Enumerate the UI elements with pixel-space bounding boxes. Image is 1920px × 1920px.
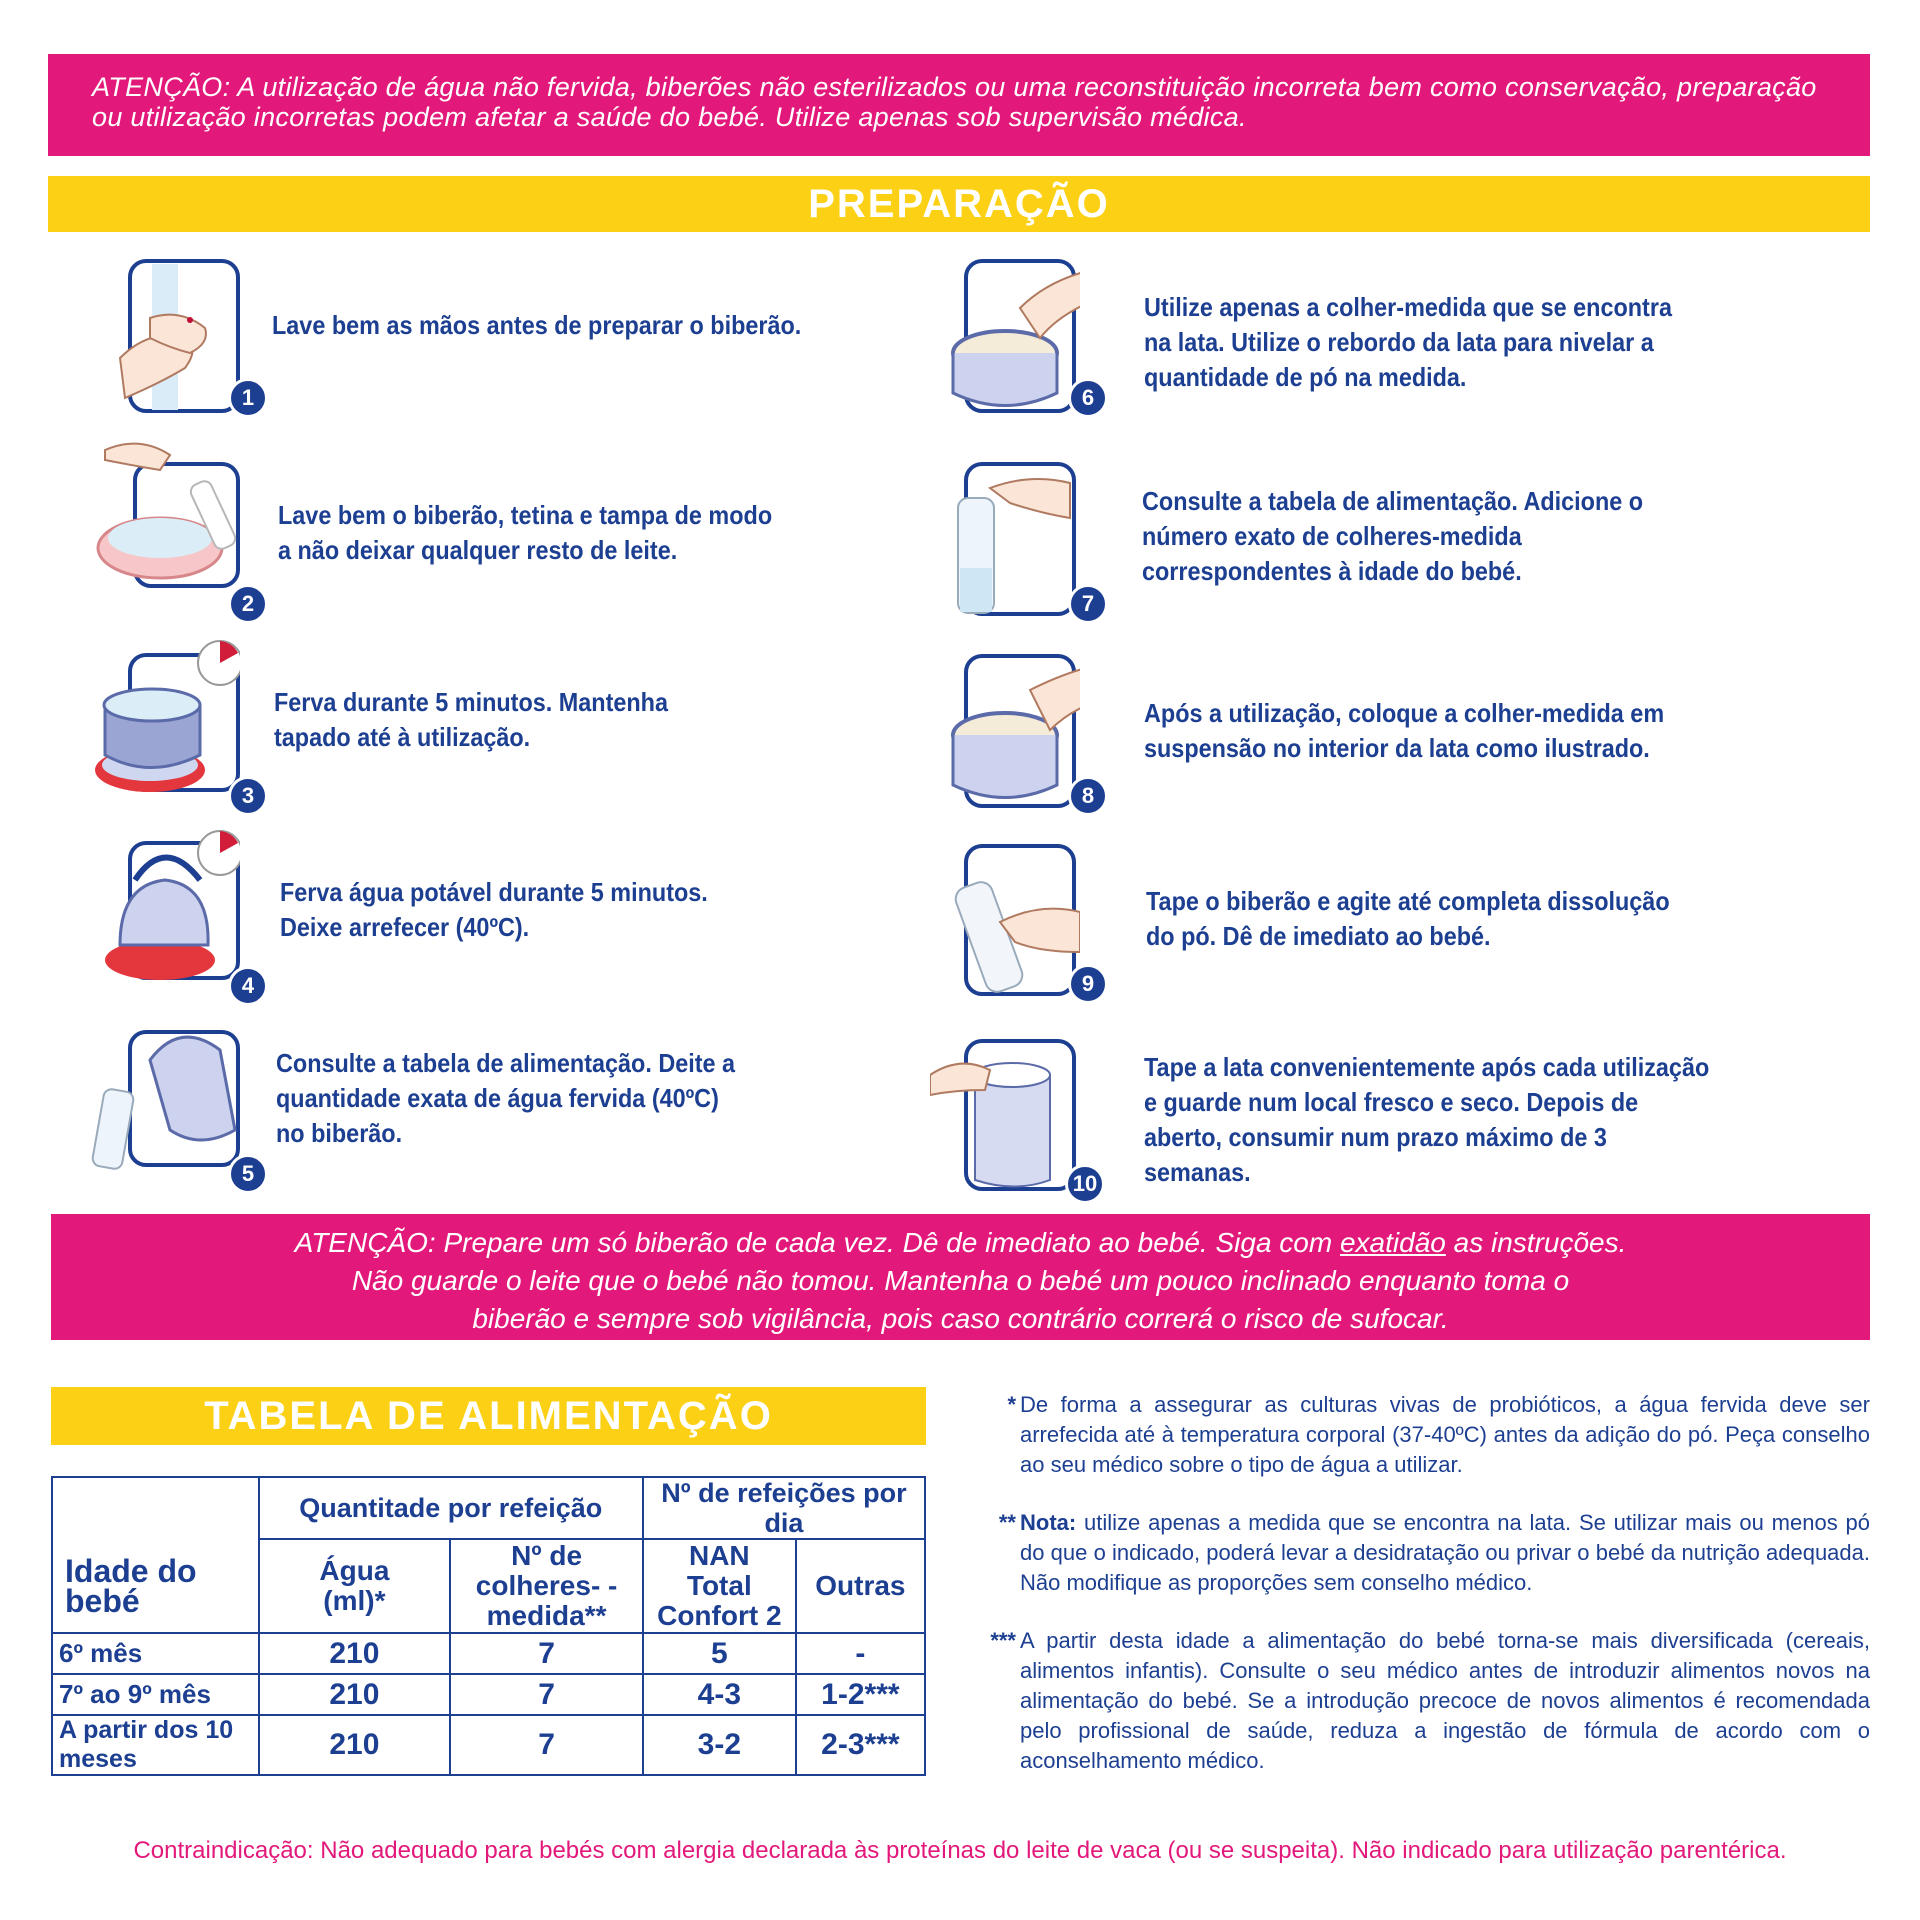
pouring-water-icon bbox=[90, 1010, 240, 1170]
table-row bbox=[52, 1633, 925, 1674]
warning-middle-line3: biberão e sempre sob vigilância, pois caso contrário correrá o risco de sufocar. bbox=[472, 1303, 1449, 1334]
age-cell: 6º mês bbox=[52, 1633, 259, 1674]
water-cell: 210 bbox=[259, 1674, 451, 1715]
others-cell: 2-3*** bbox=[796, 1715, 925, 1775]
footnote-mark: * bbox=[1007, 1392, 1016, 1417]
preparation-title: PREPARAÇÃO bbox=[48, 176, 1870, 232]
age-cell: 7º ao 9º mês bbox=[52, 1674, 259, 1715]
step-number-badge: 4 bbox=[228, 966, 268, 1006]
step-text: Tape a lata convenientemente após cada utilização e guarde num local fresco e seco. Depois de aberto, consumir num prazo máximo de 3 semanas. bbox=[1144, 1052, 1710, 1187]
footnote-bold-label: Nota: bbox=[1020, 1510, 1077, 1535]
column-header-water: Água (ml)* bbox=[259, 1539, 451, 1633]
step-text: Consulte a tabela de alimentação. Adicione o número exato de colheres-medida correspondentes à idade do bebé. bbox=[1142, 486, 1644, 586]
kettle-icon bbox=[90, 825, 240, 985]
feeding-table-title: TABELA DE ALIMENTAÇÃO bbox=[51, 1387, 926, 1445]
column-header-scoops: Nº de colheres- -medida** bbox=[450, 1539, 643, 1633]
footnote-mark: *** bbox=[990, 1628, 1016, 1653]
scoop-leveling-icon bbox=[930, 258, 1080, 418]
warning-middle bbox=[51, 1214, 1870, 1340]
step-number-badge: 9 bbox=[1068, 964, 1108, 1004]
step-number-badge: 5 bbox=[228, 1154, 268, 1194]
step-text: Utilize apenas a colher-medida que se encontra na lata. Utilize o rebordo da lata para nivelar a quantidade de pó na medida. bbox=[1144, 292, 1672, 392]
feeding-table bbox=[51, 1476, 926, 1776]
warning-middle-line1 bbox=[51, 1224, 1870, 1262]
step-number-badge: 1 bbox=[228, 378, 268, 418]
table-row bbox=[52, 1674, 925, 1715]
others-cell: 1-2*** bbox=[796, 1674, 925, 1715]
footnote-3 bbox=[980, 1626, 1870, 1776]
step-text: Tape o biberão e agite até completa dissolução do pó. Dê de imediato ao bebé. bbox=[1146, 886, 1670, 951]
step-text: Após a utilização, coloque a colher-medida em suspensão no interior da lata como ilustrado. bbox=[1144, 698, 1665, 763]
group-header-quantity: Quantitade por refeição bbox=[259, 1477, 643, 1539]
footnotes bbox=[980, 1390, 1870, 1804]
adding-powder-icon bbox=[930, 458, 1080, 618]
others-cell: - bbox=[796, 1633, 925, 1674]
step-text: Lave bem o biberão, tetina e tampa de modo a não deixar qualquer resto de leite. bbox=[278, 500, 773, 565]
step-number-badge: 8 bbox=[1068, 776, 1108, 816]
footnote-2 bbox=[980, 1508, 1870, 1598]
scoops-cell: 7 bbox=[450, 1674, 643, 1715]
nan-cell: 4-3 bbox=[643, 1674, 796, 1715]
warning-underlined-word: exatidão bbox=[1339, 1227, 1446, 1258]
step-text: Lave bem as mãos antes de preparar o biberão. bbox=[272, 310, 802, 340]
column-header-others: Outras bbox=[796, 1539, 925, 1633]
column-header-nan: NAN Total Confort 2 bbox=[643, 1539, 796, 1633]
warning-top bbox=[48, 54, 1870, 156]
footnote-mark: ** bbox=[998, 1510, 1016, 1535]
water-cell: 210 bbox=[259, 1633, 451, 1674]
footnote-1 bbox=[980, 1390, 1870, 1480]
scoops-cell: 7 bbox=[450, 1633, 643, 1674]
table-row bbox=[52, 1715, 925, 1775]
group-header-meals: Nº de refeições por dia bbox=[643, 1477, 925, 1539]
bottle-washing-icon bbox=[90, 430, 240, 590]
step-number-badge: 2 bbox=[228, 584, 268, 624]
scoop-storage-icon bbox=[930, 650, 1080, 810]
step-number-badge: 7 bbox=[1068, 584, 1108, 624]
step-text: Consulte a tabela de alimentação. Deite a quantidade exata de água fervida (40ºC) no biberão. bbox=[276, 1048, 736, 1148]
step-number-badge: 6 bbox=[1068, 378, 1108, 418]
nan-cell: 3-2 bbox=[643, 1715, 796, 1775]
shaking-bottle-icon bbox=[930, 842, 1080, 1002]
footnote-text: De forma a assegurar as culturas vivas de probióticos, a água fervida deve ser arrefecida até à temperatura corporal (37-40ºC) antes da adição do pó. Peça conselho ao seu médico sobre o tipo de água a utilizar. bbox=[1020, 1392, 1870, 1477]
closing-can-icon bbox=[930, 1035, 1080, 1195]
step-text: Ferva água potável durante 5 minutos. Deixe arrefecer (40ºC). bbox=[280, 877, 708, 942]
footnote-text: A partir desta idade a alimentação do bebé torna-se mais diversificada (cereais, alimentos infantis). Consulte o seu médico antes de introduzir alimentos novos na alimentação do bebé. Se a introdução precoce de novos alimentos é recomendada pelo profissional de saúde, reduza a ingestão de fórmula de acordo com o aconselhamento médico. bbox=[1020, 1628, 1870, 1773]
contraindication: Contraindicação: Não adequado para bebés com alergia declarada às proteínas do leite de vaca (ou se suspeita). Não indicado para utilização parentérica. bbox=[133, 1837, 1787, 1864]
step-text: Ferva durante 5 minutos. Mantenha tapado até à utilização. bbox=[274, 687, 668, 752]
table-corner-cell bbox=[52, 1477, 259, 1539]
pot-boiling-icon bbox=[90, 635, 240, 795]
warning-middle-line2: Não guarde o leite que o bebé não tomou. Mantenha o bebé um pouco inclinado enquanto toma o bbox=[351, 1265, 1570, 1296]
warning-text: ATENÇÃO: Prepare um só biberão de cada vez. Dê de imediato ao bebé. Siga com bbox=[294, 1227, 1340, 1258]
step-number-badge: 3 bbox=[228, 776, 268, 816]
step-number-badge: 10 bbox=[1065, 1164, 1105, 1204]
water-cell: 210 bbox=[259, 1715, 451, 1775]
column-header-age: Idade do bebé bbox=[52, 1539, 259, 1633]
hand-washing-icon bbox=[90, 258, 240, 418]
footnote-text: utilize apenas a medida que se encontra na lata. Se utilizar mais ou menos pó do que o indicado, poderá levar a desidratação ou privar o bebé da nutrição adequada. Não modifique as proporções sem conselho médico. bbox=[1020, 1510, 1870, 1595]
warning-top-text: ATENÇÃO: A utilização de água não fervida, biberões não esterilizados ou uma reconstituição incorreta bem como conservação, preparação ou utilização incorretas podem afetar a saúde do bebé. Utilize apenas sob supervisão médica. bbox=[92, 72, 1817, 132]
scoops-cell: 7 bbox=[450, 1715, 643, 1775]
warning-text: as instruções. bbox=[1445, 1227, 1627, 1258]
nan-cell: 5 bbox=[643, 1633, 796, 1674]
age-cell: A partir dos 10 meses bbox=[52, 1715, 259, 1775]
